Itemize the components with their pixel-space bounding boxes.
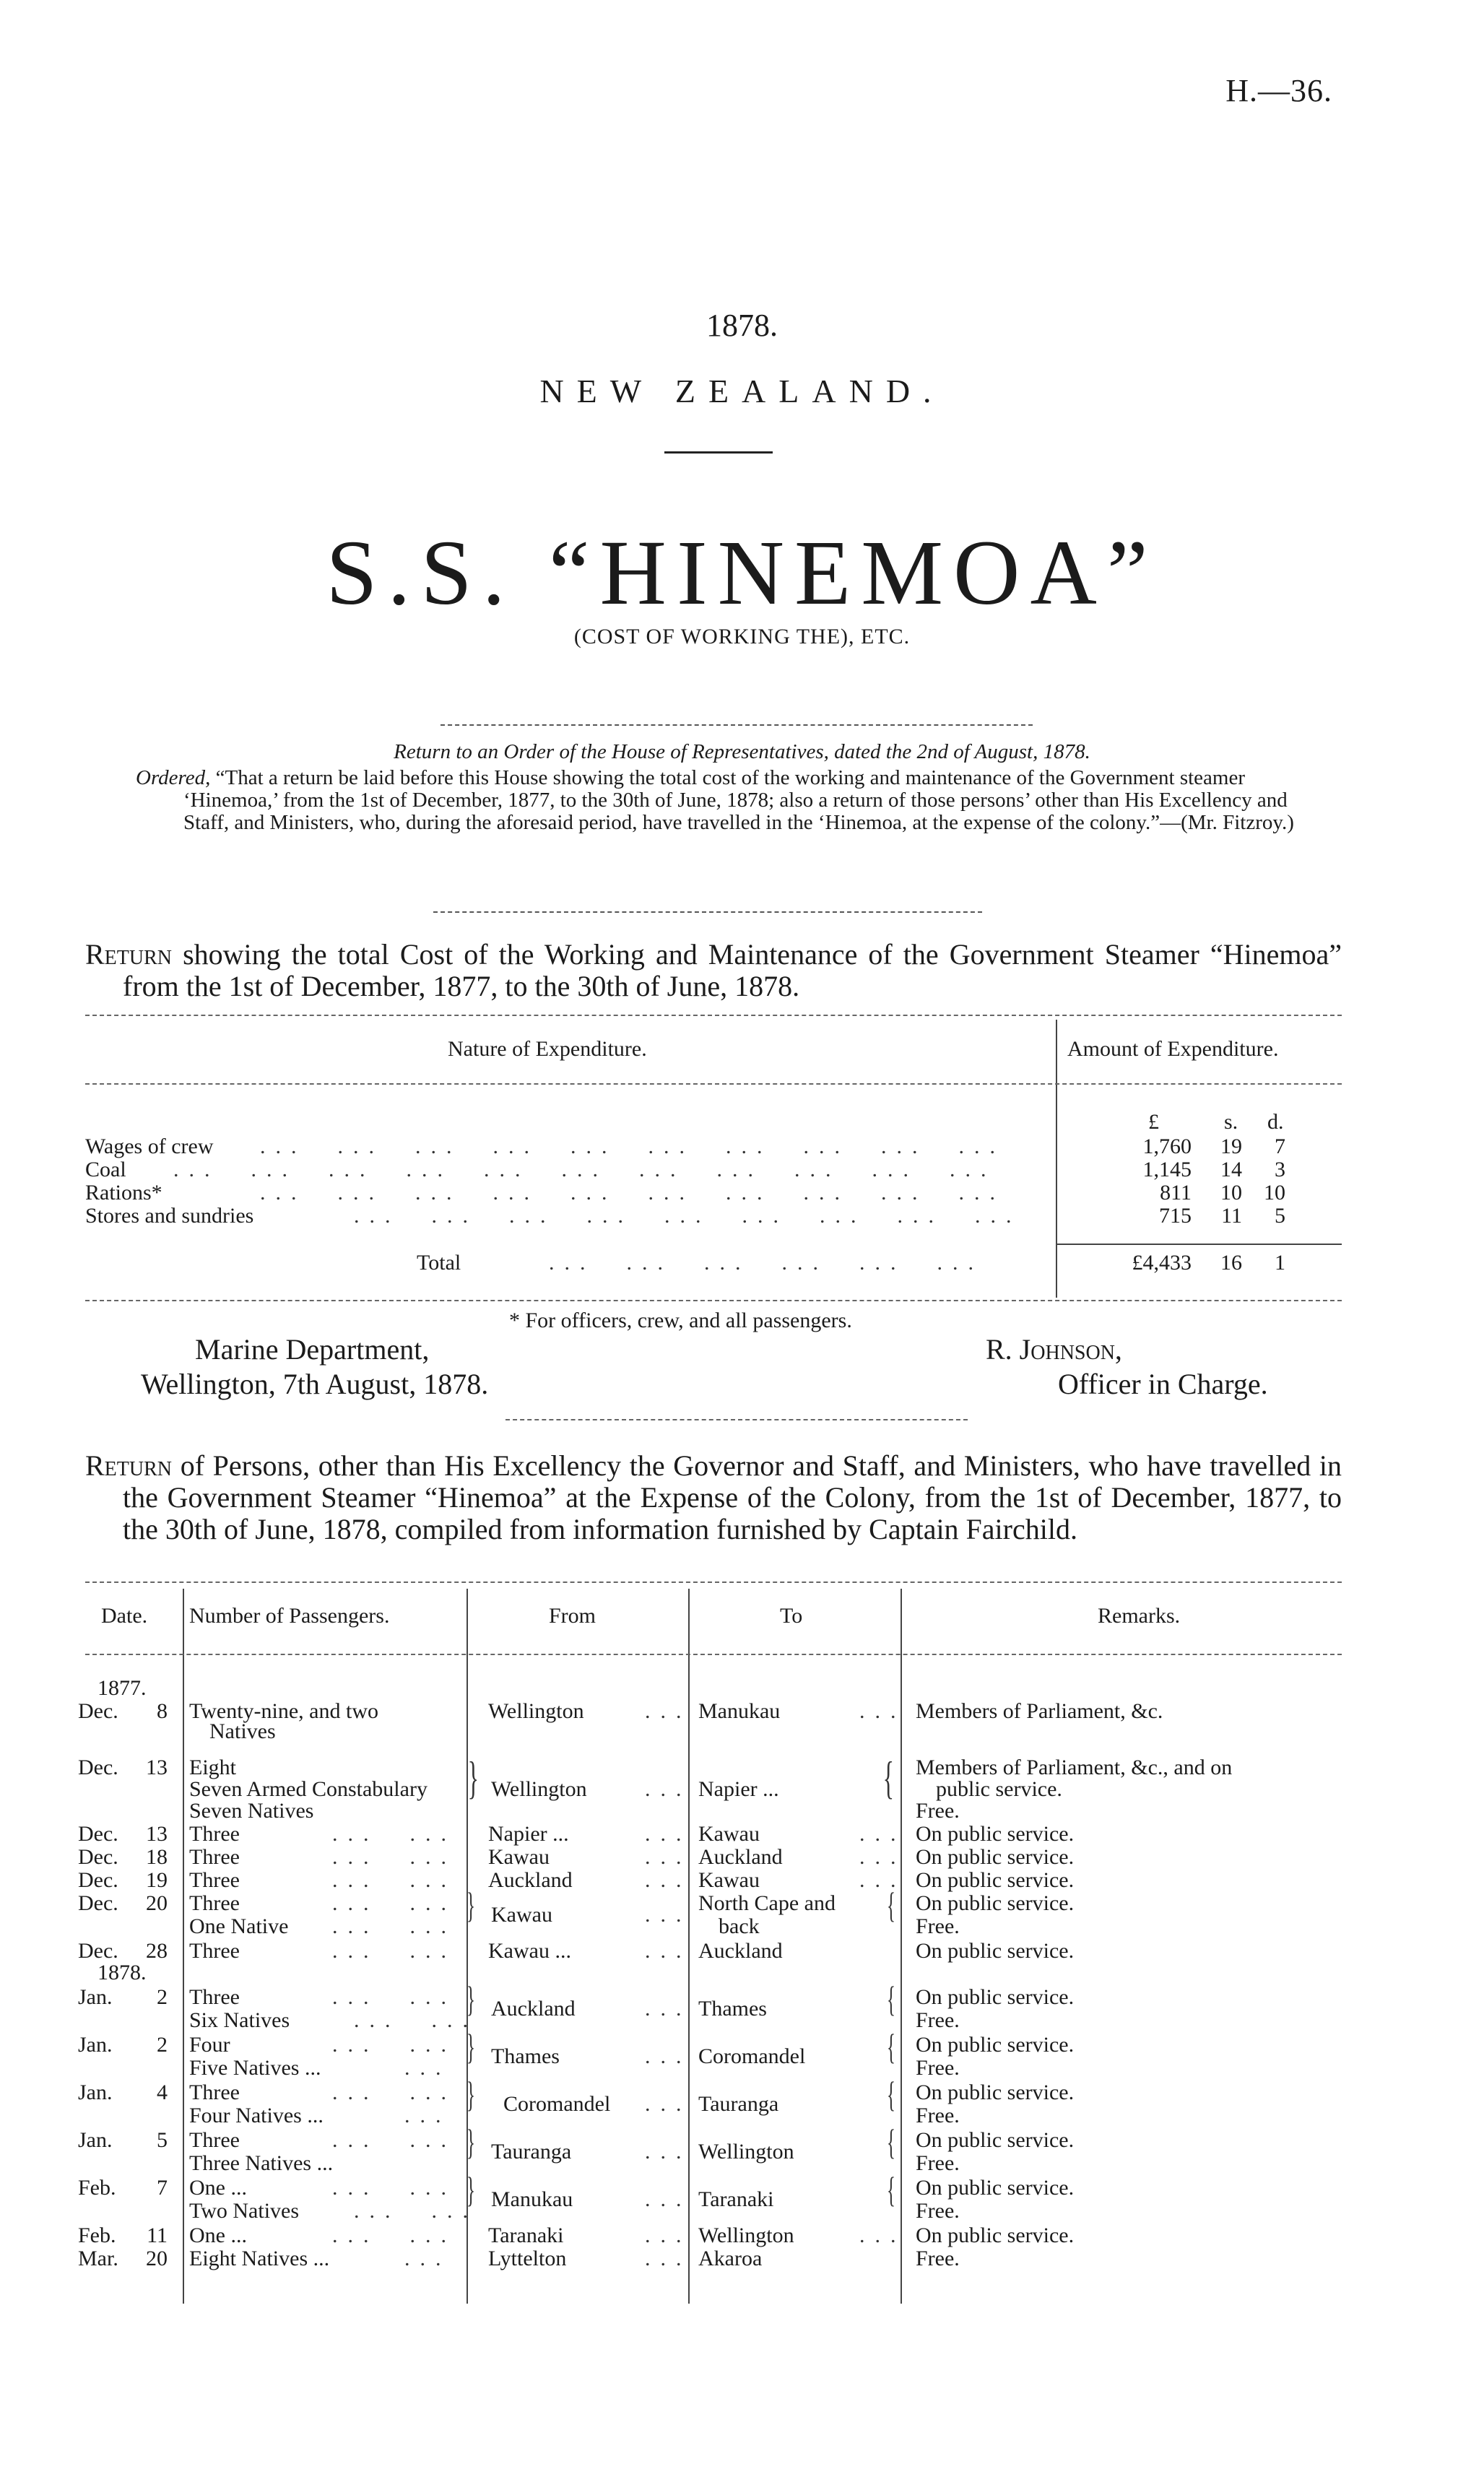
row-to: North Cape and xyxy=(698,1891,836,1915)
brace-right: } xyxy=(467,2169,475,2210)
header-date: Date. xyxy=(101,1604,148,1628)
footnote: * For officers, crew, and all passengers. xyxy=(509,1309,852,1332)
expense-pounds: 1,145 xyxy=(1142,1158,1192,1181)
dot-leader: ... xyxy=(404,2056,451,2080)
dot-leader: ... ... xyxy=(354,2199,478,2223)
dot-leader: ... ... ... ... ... ... xyxy=(549,1251,984,1275)
row-from: Kawau ... xyxy=(488,1939,571,1963)
year-1878: 1878. xyxy=(97,1961,147,1984)
section-divider xyxy=(505,1419,968,1420)
dot-leader: ... ... ... ... ... ... ... ... ... xyxy=(354,1204,1022,1228)
row-passengers: Three Natives ... xyxy=(189,2151,334,2175)
return2-lead: Return xyxy=(85,1449,173,1482)
row-day: 28 xyxy=(146,1939,168,1963)
row-month: Jan. xyxy=(78,2128,113,2152)
return2-intro xyxy=(85,1450,1342,1545)
dot-leader: ... xyxy=(645,1903,692,1927)
dot-leader: ... xyxy=(645,2247,692,2270)
table1-header-nature: Nature of Expenditure. xyxy=(448,1037,647,1061)
row-passengers: Five Natives ... xyxy=(189,2056,321,2080)
row-month: Dec. xyxy=(78,1939,118,1963)
table2-header-rule xyxy=(85,1654,1342,1655)
row-day: 5 xyxy=(157,2128,168,2152)
dot-leader: ... xyxy=(645,1822,692,1846)
row-passengers: Three xyxy=(189,2080,240,2104)
row-remarks: Members of Parliament, &c., and on xyxy=(916,1756,1233,1779)
dot-leader: ... xyxy=(859,2223,906,2247)
row-remarks: Free. xyxy=(916,1914,960,1938)
dot-leader: ... xyxy=(645,1868,692,1892)
row-month: Dec. xyxy=(78,1822,118,1846)
brace-right: } xyxy=(467,2074,475,2114)
document-year: 1878. xyxy=(706,308,778,343)
row-remarks: On public service. xyxy=(916,2128,1075,2152)
row-to: Kawau xyxy=(698,1868,760,1892)
total-pence: 1 xyxy=(1275,1251,1285,1275)
row-passengers: Natives xyxy=(209,1719,276,1743)
table2-divider-date xyxy=(183,1589,184,2304)
row-to: Tauranga xyxy=(698,2092,779,2116)
row-passengers: One ... xyxy=(189,2176,247,2200)
row-passengers: One Native xyxy=(189,1914,289,1938)
row-month: Dec. xyxy=(78,1868,118,1892)
total-rule xyxy=(1056,1244,1342,1245)
row-to: Kawau xyxy=(698,1822,760,1846)
row-day: 4 xyxy=(157,2080,168,2104)
table1-header-rule xyxy=(85,1083,1342,1085)
expense-item: Coal xyxy=(85,1158,126,1181)
country-heading: NEW ZEALAND. xyxy=(539,373,945,409)
signer-name: R. Johnson, xyxy=(986,1333,1122,1366)
order-top-divider xyxy=(441,724,1033,726)
expense-pence: 3 xyxy=(1275,1158,1285,1181)
header-to: To xyxy=(780,1604,803,1628)
header-remarks: Remarks. xyxy=(1098,1604,1181,1628)
header-passengers: Number of Passengers. xyxy=(189,1604,390,1628)
row-from: Taranaki xyxy=(488,2223,564,2247)
expense-item: Wages of crew xyxy=(85,1134,214,1158)
currency-head-pence: d. xyxy=(1267,1110,1284,1134)
dot-leader: ... xyxy=(859,1822,906,1846)
row-day: 2 xyxy=(157,1985,168,2009)
brace-left: { xyxy=(887,2026,895,2067)
row-day: 18 xyxy=(146,1845,168,1869)
order-heading: Return to an Order of the House of Representatives, dated the 2nd of August, 1878. xyxy=(394,740,1090,763)
row-passengers: Eight xyxy=(189,1756,236,1779)
total-pounds: £4,433 xyxy=(1132,1251,1192,1275)
row-passengers: Three xyxy=(189,1868,240,1892)
row-to: Akaroa xyxy=(698,2247,763,2270)
row-month: Dec. xyxy=(78,1891,118,1915)
expense-pence: 10 xyxy=(1264,1181,1285,1205)
expense-pounds: 1,760 xyxy=(1142,1134,1192,1158)
row-from: Tauranga xyxy=(491,2140,572,2164)
row-to: Thames xyxy=(698,1997,767,2021)
return1-intro-text: showing the total Cost of the Working and Maintenance of the Government Steamer “Hinemoa” from the 1st of December, 1877, to the 30th of June, 1878. xyxy=(123,938,1342,1002)
row-from: Lyttelton xyxy=(488,2247,567,2270)
brace-left: { xyxy=(887,2074,895,2114)
expense-pounds: 715 xyxy=(1159,1204,1192,1228)
dot-leader: ... xyxy=(645,2092,692,2116)
row-remarks: On public service. xyxy=(916,2080,1075,2104)
expense-shillings: 11 xyxy=(1221,1204,1242,1228)
row-from: Manukau xyxy=(491,2187,573,2211)
row-from: Coromandel xyxy=(503,2092,611,2116)
order-bottom-divider xyxy=(433,911,982,913)
ordered-label: Ordered, xyxy=(136,766,211,789)
dot-leader: ... xyxy=(404,2247,451,2270)
brace-left: { xyxy=(887,1979,895,2019)
row-remarks: Free. xyxy=(916,2008,960,2032)
header-from: From xyxy=(549,1604,596,1628)
total-shillings: 16 xyxy=(1220,1251,1242,1275)
row-remarks: public service. xyxy=(936,1777,1062,1801)
row-remarks: On public service. xyxy=(916,1939,1075,1963)
dot-leader: ... ... xyxy=(332,1914,456,1938)
row-month: Jan. xyxy=(78,1985,113,2009)
total-label: Total xyxy=(417,1251,461,1275)
row-passengers: Seven Natives xyxy=(189,1799,314,1823)
row-to: Wellington xyxy=(698,2223,794,2247)
place-date: Wellington, 7th August, 1878. xyxy=(141,1368,489,1400)
row-to: Auckland xyxy=(698,1939,783,1963)
dot-leader: ... xyxy=(859,1699,906,1723)
row-to: Auckland xyxy=(698,1845,783,1869)
row-remarks: Free. xyxy=(916,2104,960,2127)
dot-leader: ... xyxy=(404,2104,451,2127)
row-month: Jan. xyxy=(78,2033,113,2057)
row-month: Dec. xyxy=(78,1756,118,1779)
expense-pence: 7 xyxy=(1275,1134,1285,1158)
expense-pence: 5 xyxy=(1275,1204,1285,1228)
order-text xyxy=(136,767,1335,834)
brace-right: } xyxy=(467,1885,475,1925)
page-title: S.S. “HINEMOA” xyxy=(326,521,1158,624)
row-remarks: On public service. xyxy=(916,2176,1075,2200)
row-remarks: On public service. xyxy=(916,2033,1075,2057)
row-day: 13 xyxy=(146,1756,168,1779)
table1-top-rule xyxy=(85,1015,1342,1016)
brace-left: { xyxy=(887,2169,895,2210)
page-identifier: H.—36. xyxy=(1225,73,1332,108)
row-remarks: On public service. xyxy=(916,1985,1075,2009)
dot-leader: ... xyxy=(645,1939,692,1963)
row-passengers: Eight Natives ... xyxy=(189,2247,330,2270)
row-passengers: Three xyxy=(189,1822,240,1846)
row-remarks: On public service. xyxy=(916,1868,1075,1892)
dot-leader: ... xyxy=(645,1997,692,2021)
row-from: Kawau xyxy=(491,1903,552,1927)
row-remarks: Free. xyxy=(916,2199,960,2223)
row-day: 20 xyxy=(146,2247,168,2270)
row-passengers: Two Natives xyxy=(189,2199,300,2223)
row-day: 11 xyxy=(147,2223,168,2247)
row-to: back xyxy=(719,1914,760,1938)
dot-leader: ... xyxy=(645,1699,692,1723)
dot-leader: ... xyxy=(645,2044,692,2068)
currency-head-pounds: £ xyxy=(1148,1110,1159,1134)
dot-leader: ... ... xyxy=(332,2033,456,2057)
row-remarks: Free. xyxy=(916,2056,960,2080)
row-day: 7 xyxy=(157,2176,168,2200)
brace-left: { xyxy=(887,1885,895,1925)
dot-leader: ... ... xyxy=(332,1868,456,1892)
dot-leader: ... ... xyxy=(332,1822,456,1846)
expense-shillings: 19 xyxy=(1220,1134,1242,1158)
dot-leader: ... ... xyxy=(354,2008,478,2032)
row-remarks: On public service. xyxy=(916,2223,1075,2247)
table2-top-rule xyxy=(85,1581,1342,1583)
expense-shillings: 10 xyxy=(1220,1181,1242,1205)
expense-item: Rations* xyxy=(85,1181,162,1205)
row-to: Taranaki xyxy=(698,2187,774,2211)
expense-shillings: 14 xyxy=(1220,1158,1242,1181)
title-divider xyxy=(664,451,773,454)
row-from: Wellington xyxy=(491,1777,587,1801)
row-passengers: Twenty-nine, and two xyxy=(189,1699,379,1723)
dot-leader: ... xyxy=(645,2223,692,2247)
dot-leader: ... ... xyxy=(332,1985,456,2009)
return1-lead: Return xyxy=(85,938,173,971)
brace-left: { xyxy=(887,2122,895,2162)
signer-role: Officer in Charge. xyxy=(1058,1368,1268,1400)
row-passengers: Three xyxy=(189,1845,240,1869)
row-day: 19 xyxy=(146,1868,168,1892)
dot-leader: ... xyxy=(645,1845,692,1869)
table1-header-amount: Amount of Expenditure. xyxy=(1067,1037,1279,1061)
row-passengers: Seven Armed Constabulary xyxy=(189,1777,428,1801)
row-remarks: Free. xyxy=(916,1799,960,1823)
row-from: Wellington xyxy=(488,1699,584,1723)
row-remarks: Members of Parliament, &c. xyxy=(916,1699,1163,1723)
row-month: Feb. xyxy=(78,2176,116,2200)
row-remarks: On public service. xyxy=(916,1822,1075,1846)
year-1877: 1877. xyxy=(97,1676,147,1700)
dot-leader: ... ... ... ... ... ... ... ... ... ... ... xyxy=(173,1158,997,1181)
row-remarks: Free. xyxy=(916,2151,960,2175)
row-from: Thames xyxy=(491,2044,560,2068)
row-to: Manukau xyxy=(698,1699,781,1723)
table1-column-divider xyxy=(1056,1020,1057,1298)
dot-leader: ... ... xyxy=(332,2080,456,2104)
dot-leader: ... xyxy=(645,2140,692,2164)
return1-intro xyxy=(85,939,1342,1002)
row-to: Wellington xyxy=(698,2140,794,2164)
order-body-text: “That a return be laid before this House showing the total cost of the working and maintenance of the Government steamer ‘Hinemoa,’ from the 1st of December, 1877, to the 30th of June, 1878; also a return of those persons’ other than His Excellency and Staff, and Ministers, who, during the aforesaid period, have travelled in the ‘Hinemoa, at the expense of the colony.”—(Mr. Fitzroy.) xyxy=(183,766,1294,834)
row-to: Napier ... xyxy=(698,1777,779,1801)
page-subtitle: (COST OF WORKING THE), ETC. xyxy=(573,625,911,648)
row-passengers: Three xyxy=(189,1939,240,1963)
row-to: Coromandel xyxy=(698,2044,806,2068)
dot-leader: ... xyxy=(859,1868,906,1892)
marine-department: Marine Department, xyxy=(195,1333,430,1366)
row-month: Jan. xyxy=(78,2080,113,2104)
dot-leader: ... xyxy=(859,1845,906,1869)
row-day: 20 xyxy=(146,1891,168,1915)
brace-right: } xyxy=(467,1979,475,2019)
row-month: Mar. xyxy=(78,2247,118,2270)
brace-right: } xyxy=(467,2122,475,2162)
row-passengers: Four Natives ... xyxy=(189,2104,324,2127)
dot-leader: ... ... xyxy=(332,2223,456,2247)
row-passengers: One ... xyxy=(189,2223,247,2247)
row-passengers: Six Natives xyxy=(189,2008,290,2032)
dot-leader: ... ... xyxy=(332,1845,456,1869)
row-remarks: On public service. xyxy=(916,1845,1075,1869)
dot-leader: ... ... ... ... ... ... ... ... ... ... xyxy=(260,1134,1005,1158)
return2-intro-text: of Persons, other than His Excellency the Governor and Staff, and Ministers, who have travelled in the Government Steamer “Hinemoa” at the Expense of the Colony, from the 1st of December, 1877, to the 30th of June, 1878, compiled from information furnished by Captain Fairchild. xyxy=(123,1449,1342,1545)
row-day: 8 xyxy=(157,1699,168,1723)
brace-left: { xyxy=(882,1752,895,1803)
brace-right: } xyxy=(467,2026,475,2067)
row-from: Auckland xyxy=(491,1997,576,2021)
row-passengers: Three xyxy=(189,1985,240,2009)
dot-leader: ... ... xyxy=(332,2128,456,2152)
dot-leader: ... ... xyxy=(332,2176,456,2200)
table2-divider-to xyxy=(901,1589,902,2304)
brace-right: } xyxy=(467,1752,480,1803)
dot-leader: ... xyxy=(645,1777,692,1801)
dot-leader: ... ... xyxy=(332,1891,456,1915)
row-remarks: Free. xyxy=(916,2247,960,2270)
row-month: Dec. xyxy=(78,1845,118,1869)
row-day: 2 xyxy=(157,2033,168,2057)
expense-item: Stores and sundries xyxy=(85,1204,254,1228)
currency-head-shillings: s. xyxy=(1224,1110,1238,1134)
row-day: 13 xyxy=(146,1822,168,1846)
row-passengers: Three xyxy=(189,2128,240,2152)
dot-leader: ... ... ... ... ... ... ... ... ... ... xyxy=(260,1181,1005,1205)
dot-leader: ... ... xyxy=(332,1939,456,1963)
row-passengers: Four xyxy=(189,2033,230,2057)
row-from: Auckland xyxy=(488,1868,573,1892)
dot-leader: ... xyxy=(645,2187,692,2211)
row-from: Kawau xyxy=(488,1845,550,1869)
row-passengers: Three xyxy=(189,1891,240,1915)
row-month: Feb. xyxy=(78,2223,116,2247)
row-from: Napier ... xyxy=(488,1822,569,1846)
expense-pounds: 811 xyxy=(1160,1181,1192,1205)
row-remarks: On public service. xyxy=(916,1891,1075,1915)
row-month: Dec. xyxy=(78,1699,118,1723)
table1-bottom-rule xyxy=(85,1300,1342,1301)
